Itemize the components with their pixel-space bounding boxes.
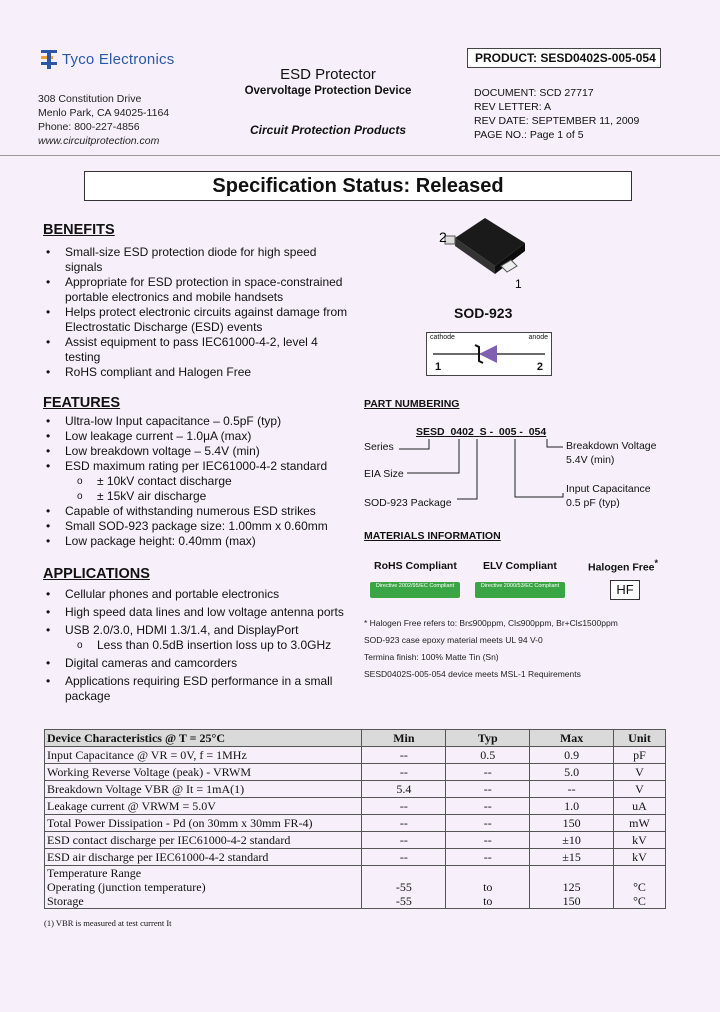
- op-unit: °C: [633, 880, 646, 894]
- list-item: • ESD maximum rating per IEC61000-4-2 standard: [43, 459, 363, 474]
- table-cell: pF: [614, 747, 666, 764]
- temp-storage-label: Storage: [47, 894, 84, 908]
- list-item: • Appropriate for ESD protection in space-constrained portable electronics and mobile handsets: [43, 275, 348, 305]
- applications-list: [43, 587, 348, 704]
- header-cell: Max: [530, 730, 614, 747]
- op-typ: to: [483, 880, 493, 894]
- table-cell: ESD air discharge per IEC61000-4-2 standard: [45, 849, 362, 866]
- pn-package-label: SOD-923 Package: [364, 497, 452, 509]
- document-info: [474, 86, 639, 142]
- table-cell: 150: [530, 815, 614, 832]
- table-row: [45, 849, 666, 866]
- table-cell: --: [362, 849, 446, 866]
- applications-heading: APPLICATIONS: [43, 566, 150, 582]
- features-list: [43, 414, 363, 549]
- pn-segment-capacitance: 054: [528, 426, 547, 438]
- pn-segment-voltage: 005: [498, 426, 517, 438]
- list-item: • Small-size ESD protection diode for high speed signals: [43, 245, 348, 275]
- list-item: • USB 2.0/3.0, HDMI 1.3/1.4, and DisplayPort: [43, 623, 348, 638]
- pn-breakdown-voltage: [566, 439, 656, 467]
- sub-list-item: o ± 10kV contact discharge: [43, 474, 363, 489]
- halogen-free-text: Halogen Free: [588, 561, 655, 574]
- table-cell: Input Capacitance @ VR = 0V, f = 1MHz: [45, 747, 362, 764]
- rev-date: REV DATE: SEPTEMBER 11, 2009: [474, 115, 640, 127]
- halogen-free-label: [588, 558, 658, 574]
- materials-notes: [364, 617, 664, 681]
- company-logo: [40, 48, 174, 70]
- table-cell: Total Power Dissipation - Pd (on 30mm x 30mm FR-4): [45, 815, 362, 832]
- table-cell: --: [446, 781, 530, 798]
- ic-label: Input Capacitance: [566, 483, 651, 495]
- sod923-package-drawing: [435, 208, 545, 288]
- header-cell: Typ: [446, 730, 530, 747]
- company-address: [38, 92, 169, 148]
- table-cell: 0.9: [530, 747, 614, 764]
- table-cell: --: [446, 815, 530, 832]
- sub-list-item: o ± 15kV air discharge: [43, 489, 363, 504]
- st-typ: to: [483, 894, 493, 908]
- list-item: • Assist equipment to pass IEC61000-4-2, level 4 testing: [43, 335, 348, 365]
- table-cell: [362, 866, 446, 909]
- table-cell: ESD contact discharge per IEC61000-4-2 standard: [45, 832, 362, 849]
- table-cell: ±10: [530, 832, 614, 849]
- table-row: [45, 764, 666, 781]
- table-row: [45, 815, 666, 832]
- address-line: Phone: 800-227-4856: [38, 121, 140, 133]
- table-cell: Working Reverse Voltage (peak) - VRWM: [45, 764, 362, 781]
- list-item: • Low package height: 0.40mm (max): [43, 534, 363, 549]
- table-cell: --: [446, 849, 530, 866]
- list-item: • High speed data lines and low voltage antenna ports: [43, 605, 348, 620]
- pn-series-label: Series: [364, 441, 394, 453]
- list-item: • Ultra-low Input capacitance – 0.5pF (typ): [43, 414, 363, 429]
- list-item: • Low leakage current – 1.0μA (max): [43, 429, 363, 444]
- note-line: SESD0402S-005-054 device meets MSL-1 Requirements: [364, 669, 581, 679]
- table-cell: Leakage current @ VRWM = 5.0V: [45, 798, 362, 815]
- device-characteristics-table: [44, 729, 666, 909]
- document-title: ESD Protector: [280, 66, 376, 83]
- diode-symbol-box: [426, 332, 552, 376]
- table-cell: --: [362, 747, 446, 764]
- st-unit: °C: [633, 894, 646, 908]
- table-cell: ±15: [530, 849, 614, 866]
- table-cell: kV: [614, 849, 666, 866]
- temperature-row: [45, 866, 666, 909]
- elv-label: ELV Compliant: [483, 560, 557, 572]
- pn-dash: -: [519, 426, 523, 438]
- address-line: 308 Constitution Drive: [38, 93, 142, 105]
- anode-label: anode: [528, 334, 548, 341]
- address-line: Menlo Park, CA 94025-1164: [38, 107, 170, 119]
- table-cell: --: [446, 798, 530, 815]
- pin-label: 1: [515, 277, 522, 288]
- table-cell: [530, 866, 614, 909]
- table-row: [45, 798, 666, 815]
- pn-dash: -: [489, 426, 494, 438]
- materials-title: MATERIALS INFORMATION: [364, 530, 501, 542]
- pn-eia-label: EIA Size: [364, 468, 404, 480]
- table-cell: 5.0: [530, 764, 614, 781]
- part-numbering-title: PART NUMBERING: [364, 398, 460, 410]
- list-item: • Digital cameras and camcorders: [43, 656, 348, 671]
- symbol-pin-1: 1: [435, 361, 442, 373]
- list-item: • Low breakdown voltage – 5.4V (min): [43, 444, 363, 459]
- page-number: PAGE NO.: Page 1 of 5: [474, 129, 584, 141]
- hf-mark: HF: [610, 580, 640, 600]
- table-cell: [446, 866, 530, 909]
- elv-badge: Directive 2000/53/EC Compliant: [475, 582, 565, 598]
- sub-list-item: o Less than 0.5dB insertion loss up to 3.0GHz: [43, 638, 348, 653]
- table-cell: V: [614, 764, 666, 781]
- table-cell: mW: [614, 815, 666, 832]
- table-cell: --: [446, 764, 530, 781]
- table-cell: --: [530, 781, 614, 798]
- table-cell: --: [362, 798, 446, 815]
- pn-segment-series: SESD: [416, 426, 445, 438]
- benefits-heading: BENEFITS: [43, 222, 115, 238]
- table-cell: --: [362, 764, 446, 781]
- rohs-badge: Directive 2002/95/EC Compliant: [370, 582, 460, 598]
- header-divider: [0, 155, 720, 156]
- rohs-label: RoHS Compliant: [374, 560, 457, 572]
- halogen-footnote-mark: *: [654, 558, 659, 568]
- symbol-pin-2: 2: [536, 361, 543, 373]
- features-heading: FEATURES: [43, 395, 121, 411]
- op-max: 125: [562, 880, 581, 894]
- note-line: * Halogen Free refers to: Br≤900ppm, Cl≤900ppm, Br+Cl≤1500ppm: [364, 618, 618, 628]
- header-cell: Min: [362, 730, 446, 747]
- list-item: • Cellular phones and portable electronics: [43, 587, 348, 602]
- product-box: PRODUCT: SESD0402S-005-054: [467, 48, 661, 68]
- st-max: 150: [562, 894, 581, 908]
- bv-value: 5.4V (min): [566, 454, 615, 466]
- list-item: • Small SOD-923 package size: 1.00mm x 0.60mm: [43, 519, 363, 534]
- table-header-row: [45, 730, 666, 747]
- pn-input-capacitance: [566, 482, 651, 510]
- table-row: [45, 781, 666, 798]
- note-line: Termina finish: 100% Matte Tin (Sn): [364, 652, 499, 662]
- pin-label: 2: [439, 229, 447, 245]
- note-line: SOD-923 case epoxy material meets UL 94 V-0: [364, 635, 543, 645]
- pn-segment-size: 0402: [450, 426, 474, 438]
- table-cell: kV: [614, 832, 666, 849]
- table-cell: 1.0: [530, 798, 614, 815]
- document-number: DOCUMENT: SCD 27717: [474, 87, 594, 99]
- list-item: • Capable of withstanding numerous ESD strikes: [43, 504, 363, 519]
- list-item: • RoHS compliant and Halogen Free: [43, 365, 348, 380]
- pn-segment-package: S: [479, 426, 487, 438]
- table-cell: V: [614, 781, 666, 798]
- tyco-logo-icon: [40, 48, 58, 70]
- specification-status: Specification Status: Released: [84, 171, 632, 201]
- tvs-diode-icon: [427, 333, 551, 375]
- cathode-label: cathode: [430, 334, 455, 341]
- table-cell: [614, 866, 666, 909]
- division-name: Circuit Protection Products: [249, 123, 407, 137]
- header-cell: Unit: [614, 730, 666, 747]
- header-cell: Device Characteristics @ T = 25°C: [45, 730, 362, 747]
- temp-range-label: Temperature Range: [47, 866, 142, 880]
- table-cell: --: [446, 832, 530, 849]
- list-item: • Applications requiring ESD performance in a small package: [43, 674, 348, 704]
- table-cell: --: [362, 815, 446, 832]
- op-min: -55: [395, 880, 412, 894]
- table-cell: uA: [614, 798, 666, 815]
- benefits-list: [43, 245, 348, 380]
- table-cell: [45, 866, 362, 909]
- ic-value: 0.5 pF (typ): [566, 497, 620, 509]
- company-name: Tyco Electronics: [62, 50, 175, 68]
- list-item: • Helps protect electronic circuits against damage from Electrostatic Discharge (ESD) events: [43, 305, 348, 335]
- st-min: -55: [395, 894, 412, 908]
- temp-operating-label: Operating (junction temperature): [47, 880, 206, 894]
- table-cell: 0.5: [446, 747, 530, 764]
- table-cell: 5.4: [362, 781, 446, 798]
- bv-label: Breakdown Voltage: [566, 440, 657, 452]
- website-link[interactable]: www.circuitprotection.com: [38, 135, 160, 147]
- rev-letter: REV LETTER: A: [474, 101, 552, 113]
- document-subtitle: Overvoltage Protection Device: [244, 85, 412, 97]
- table-cell: --: [362, 832, 446, 849]
- table-row: [45, 832, 666, 849]
- table-row: [45, 747, 666, 764]
- table-cell: Breakdown Voltage VBR @ It = 1mA(1): [45, 781, 362, 798]
- package-name: SOD-923: [454, 305, 513, 321]
- table-footnote: (1) VBR is measured at test current It: [44, 918, 172, 928]
